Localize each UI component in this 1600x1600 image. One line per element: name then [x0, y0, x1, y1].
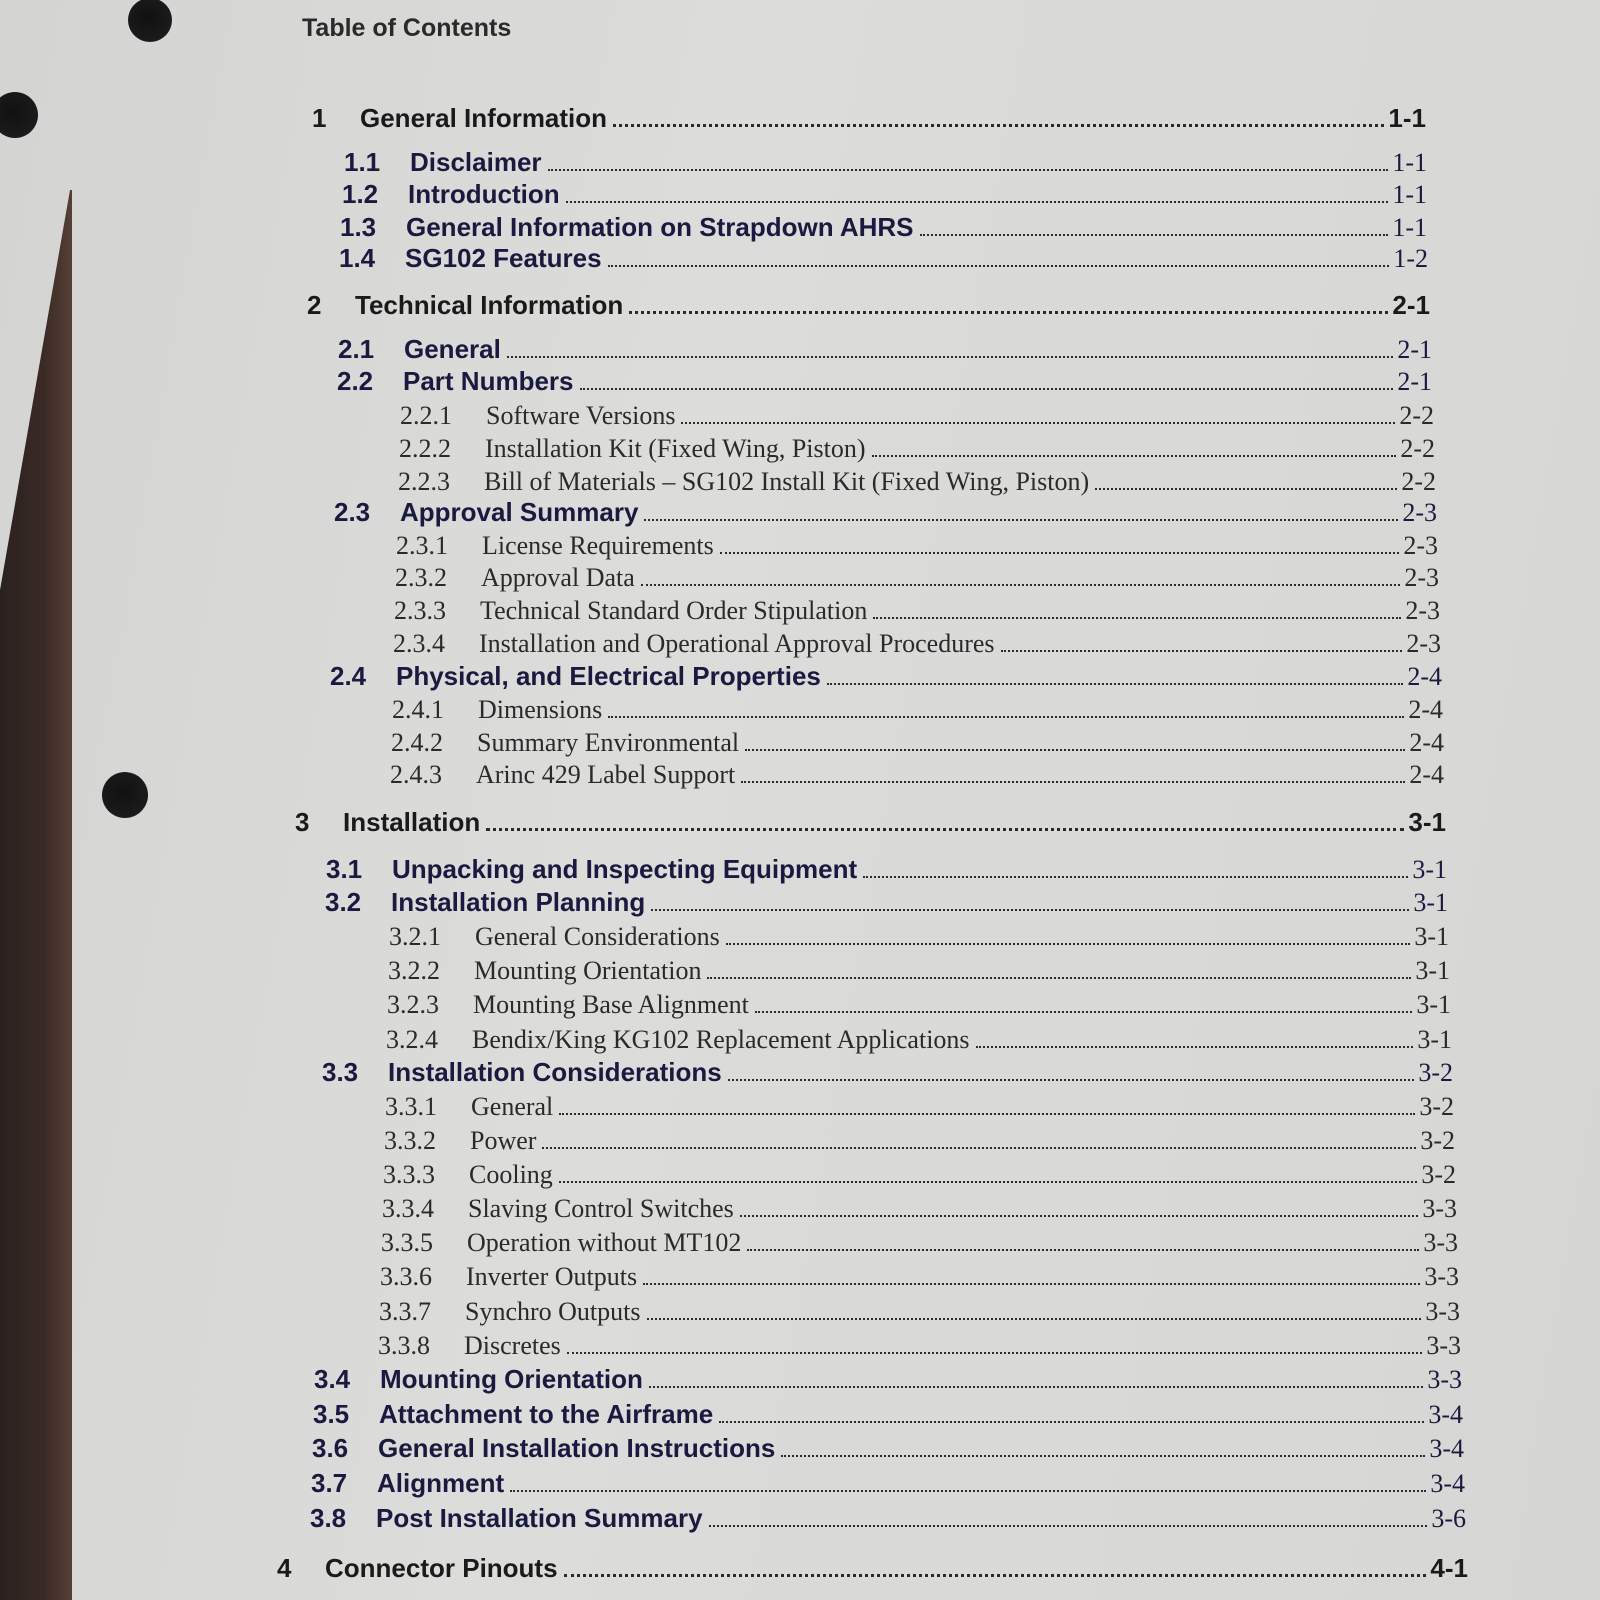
toc-entry-number: 3.3.3	[383, 1160, 435, 1190]
toc-entry-title: Installation and Operational Approval Procedures	[479, 629, 995, 659]
toc-entry-title: Approval Data	[481, 563, 635, 593]
toc-entry-title: License Requirements	[482, 531, 714, 561]
toc-entry-page: 3-4	[1428, 1400, 1463, 1430]
toc-entry-number: 1.2	[342, 179, 379, 210]
toc-leader-dots	[542, 1116, 1416, 1149]
toc-entry-title: Unpacking and Inspecting Equipment	[392, 854, 858, 885]
toc-entry-number: 1.3	[340, 212, 377, 243]
toc-leader-dots	[863, 845, 1408, 878]
toc-entry-title: Installation Planning	[391, 887, 646, 918]
toc-leader-dots	[707, 946, 1411, 979]
toc-entry-page: 3-3	[1424, 1262, 1459, 1292]
toc-leader-dots	[873, 586, 1401, 619]
toc-entry-1[interactable]	[312, 93, 1426, 134]
toc-leader-dots	[559, 1150, 1418, 1183]
toc-entry-number: 2.1	[338, 334, 375, 365]
toc-leader-dots	[548, 138, 1389, 171]
binder-edge	[0, 190, 72, 1600]
toc-entry-page: 3-1	[1416, 990, 1451, 1020]
toc-entry-page: 3-1	[1408, 807, 1446, 838]
toc-leader-dots	[644, 488, 1398, 521]
toc-entry-number: 2.3.2	[395, 563, 447, 593]
toc-entry-page: 3-2	[1421, 1160, 1456, 1190]
toc-entry-title: General Information	[360, 103, 608, 134]
toc-leader-dots	[559, 1082, 1415, 1115]
toc-entry-title: Operation without MT102	[467, 1228, 742, 1258]
toc-entry-number: 3.3.1	[385, 1092, 437, 1122]
toc-entry-number: 2.3	[334, 497, 371, 528]
toc-entry-4[interactable]	[277, 1543, 1468, 1584]
toc-entry-title: SG102 Features	[405, 243, 602, 274]
toc-entry-number: 3.2.1	[389, 922, 441, 952]
toc-entry-title: Dimensions	[478, 695, 603, 725]
toc-entry-title: Post Installation Summary	[376, 1503, 703, 1534]
toc-leader-dots	[567, 1321, 1423, 1354]
toc-entry-title: Installation Kit (Fixed Wing, Piston)	[485, 434, 866, 464]
toc-entry-number: 2.2.3	[398, 467, 450, 497]
toc-entry-page: 2-4	[1409, 728, 1444, 758]
toc-leader-dots	[649, 1355, 1423, 1388]
toc-entry-3[interactable]	[295, 797, 1446, 838]
toc-entry-page: 2-2	[1400, 434, 1435, 464]
toc-entry-page: 2-4	[1409, 760, 1444, 790]
toc-leader-dots	[641, 553, 1401, 586]
toc-leader-dots	[647, 1287, 1422, 1320]
toc-entry-page: 1-1	[1392, 213, 1427, 243]
toc-entry-title: Discretes	[464, 1331, 561, 1361]
toc-entry-number: 3.7	[311, 1468, 348, 1499]
toc-leader-dots	[726, 912, 1411, 945]
toc-entry-page: 2-1	[1397, 367, 1432, 397]
toc-entry-number: 3.2.3	[387, 990, 439, 1020]
toc-leader-dots	[608, 234, 1390, 267]
toc-entry-page: 3-4	[1430, 1469, 1465, 1499]
toc-entry-title: Installation Considerations	[388, 1057, 722, 1088]
toc-leader-dots	[564, 1543, 1427, 1577]
toc-entry-title: Inverter Outputs	[466, 1262, 638, 1292]
toc-entry-title: Cooling	[469, 1160, 553, 1190]
toc-entry-title: Power	[470, 1126, 537, 1156]
toc-entry-title: Disclaimer	[410, 147, 542, 178]
toc-leader-dots	[643, 1252, 1420, 1285]
toc-entry-page: 2-3	[1405, 596, 1440, 626]
toc-entry-number: 3.3	[322, 1057, 359, 1088]
toc-leader-dots	[719, 1390, 1424, 1423]
toc-title: Table of Contents	[302, 14, 512, 42]
toc-entry-number: 3.4	[314, 1364, 351, 1395]
toc-entry-number: 3.2.2	[388, 956, 440, 986]
toc-leader-dots	[507, 325, 1394, 358]
toc-entry-page: 1-2	[1393, 244, 1428, 274]
toc-entry-2-4-3[interactable]	[390, 750, 1444, 790]
toc-leader-dots	[651, 878, 1409, 911]
toc-entry-title: General	[404, 334, 501, 365]
toc-leader-dots	[510, 1459, 1426, 1492]
toc-entry-page: 3-2	[1419, 1092, 1454, 1122]
toc-leader-dots	[1001, 619, 1403, 652]
toc-entry-page: 2-3	[1402, 498, 1437, 528]
toc-leader-dots	[720, 521, 1400, 554]
toc-leader-dots	[755, 980, 1412, 1013]
toc-leader-dots	[745, 718, 1405, 751]
toc-leader-dots	[1095, 457, 1397, 490]
toc-entry-number: 3	[295, 807, 310, 838]
toc-entry-number: 1.4	[339, 243, 376, 274]
toc-entry-number: 3.3.8	[378, 1331, 430, 1361]
toc-entry-title: Bendix/King KG102 Replacement Applications	[472, 1025, 970, 1055]
toc-entry-number: 2.4.1	[392, 695, 444, 725]
toc-entry-page: 3-3	[1427, 1365, 1462, 1395]
toc-entry-number: 2	[307, 290, 322, 321]
toc-entry-page: 1-1	[1392, 148, 1427, 178]
toc-entry-number: 2.4	[330, 661, 367, 692]
toc-entry-number: 2.2.2	[399, 434, 451, 464]
toc-leader-dots	[629, 280, 1388, 314]
toc-entry-number: 3.5	[313, 1399, 350, 1430]
toc-entry-number: 4	[277, 1553, 292, 1584]
toc-entry-page: 3-3	[1422, 1194, 1457, 1224]
toc-entry-page: 3-3	[1426, 1331, 1461, 1361]
toc-entry-title: Technical Standard Order Stipulation	[480, 596, 868, 626]
toc-entry-title: General Considerations	[475, 922, 720, 952]
toc-entry-title: Slaving Control Switches	[468, 1194, 734, 1224]
toc-leader-dots	[781, 1424, 1425, 1457]
toc-entry-number: 2.4.3	[390, 760, 442, 790]
toc-entry-page: 2-3	[1404, 563, 1439, 593]
toc-leader-dots	[976, 1015, 1414, 1048]
toc-entry-page: 1-1	[1388, 103, 1426, 134]
toc-entry-number: 2.3.4	[393, 629, 445, 659]
toc-entry-page: 3-1	[1413, 888, 1448, 918]
punch-hole-top	[128, 0, 172, 42]
punch-hole-left	[0, 92, 38, 138]
toc-leader-dots	[613, 93, 1384, 127]
toc-entry-page: 3-2	[1420, 1126, 1455, 1156]
toc-leader-dots	[740, 1184, 1419, 1217]
toc-entry-title: Technical Information	[355, 290, 624, 321]
toc-entry-title: Approval Summary	[400, 497, 639, 528]
toc-leader-dots	[580, 357, 1394, 390]
toc-entry-page: 3-1	[1417, 1025, 1452, 1055]
toc-entry-title: Software Versions	[486, 401, 676, 431]
toc-entry-number: 1.1	[344, 147, 381, 178]
toc-entry-page: 3-3	[1425, 1297, 1460, 1327]
toc-entry-page: 2-4	[1408, 695, 1443, 725]
toc-entry-page: 3-1	[1415, 956, 1450, 986]
toc-leader-dots	[747, 1218, 1419, 1251]
toc-entry-page: 2-1	[1397, 335, 1432, 365]
toc-entry-page: 2-3	[1403, 531, 1438, 561]
toc-entry-page: 4-1	[1430, 1553, 1468, 1584]
toc-entry-2[interactable]	[307, 280, 1430, 321]
toc-entry-number: 1	[312, 103, 327, 134]
toc-entry-number: 3.3.6	[380, 1262, 432, 1292]
toc-entry-page: 2-1	[1392, 290, 1430, 321]
toc-entry-number: 3.2	[325, 887, 362, 918]
toc-leader-dots	[681, 391, 1395, 424]
toc-entry-title: Mounting Orientation	[474, 956, 702, 986]
toc-leader-dots	[920, 203, 1389, 236]
toc-entry-title: Alignment	[377, 1468, 505, 1499]
toc-entry-page: 2-3	[1406, 629, 1441, 659]
toc-entry-number: 2.3.1	[396, 531, 448, 561]
toc-entry-title: Bill of Materials – SG102 Install Kit (Fixed Wing, Piston)	[484, 467, 1090, 497]
toc-entry-title: Summary Environmental	[477, 728, 740, 758]
toc-entry-page: 3-1	[1412, 855, 1447, 885]
toc-leader-dots	[741, 750, 1405, 783]
toc-entry-3-8[interactable]	[310, 1494, 1466, 1534]
punch-hole-middle	[102, 772, 148, 818]
toc-entry-number: 3.3.4	[382, 1194, 434, 1224]
toc-entry-page: 3-1	[1414, 922, 1449, 952]
toc-entry-page: 3-4	[1429, 1434, 1464, 1464]
toc-entry-title: Arinc 429 Label Support	[476, 760, 736, 790]
toc-entry-title: General Installation Instructions	[378, 1433, 776, 1464]
toc-entry-title: Attachment to the Airframe	[379, 1399, 714, 1430]
toc-entry-title: General Information on Strapdown AHRS	[406, 212, 914, 243]
toc-entry-title: Introduction	[408, 179, 560, 210]
toc-entry-title: Synchro Outputs	[465, 1297, 641, 1327]
toc-leader-dots	[872, 424, 1397, 457]
toc-entry-page: 2-2	[1401, 467, 1436, 497]
toc-entry-title: General	[471, 1092, 554, 1122]
toc-entry-title: Physical, and Electrical Properties	[396, 661, 821, 692]
toc-entry-page: 1-1	[1392, 180, 1427, 210]
toc-entry-number: 3.3.2	[384, 1126, 436, 1156]
toc-entry-title: Installation	[343, 807, 481, 838]
toc-entry-number: 3.2.4	[386, 1025, 438, 1055]
toc-entry-number: 3.8	[310, 1503, 347, 1534]
toc-entry-title: Mounting Base Alignment	[473, 990, 749, 1020]
toc-leader-dots	[566, 170, 1389, 203]
toc-leader-dots	[709, 1494, 1428, 1527]
toc-entry-page: 2-4	[1407, 662, 1442, 692]
toc-leader-dots	[728, 1048, 1415, 1081]
toc-entry-1-4[interactable]	[339, 234, 1428, 274]
toc-entry-number: 2.4.2	[391, 728, 443, 758]
toc-leader-dots	[608, 685, 1404, 718]
toc-entry-number: 2.3.3	[394, 596, 446, 626]
toc-entry-number: 3.6	[312, 1433, 349, 1464]
toc-entry-number: 3.1	[326, 854, 363, 885]
toc-entry-number: 2.2.1	[400, 401, 452, 431]
toc-entry-number: 2.2	[337, 366, 374, 397]
toc-entry-page: 3-6	[1431, 1504, 1466, 1534]
toc-entry-page: 3-2	[1418, 1058, 1453, 1088]
toc-entry-number: 3.3.7	[379, 1297, 431, 1327]
toc-entry-page: 3-3	[1423, 1228, 1458, 1258]
toc-entry-title: Connector Pinouts	[325, 1553, 558, 1584]
toc-leader-dots	[486, 797, 1404, 831]
toc-entry-page: 2-2	[1399, 401, 1434, 431]
toc-entry-number: 3.3.5	[381, 1228, 433, 1258]
toc-entry-title: Part Numbers	[403, 366, 574, 397]
toc-entry-title: Mounting Orientation	[380, 1364, 643, 1395]
toc-leader-dots	[827, 652, 1403, 685]
